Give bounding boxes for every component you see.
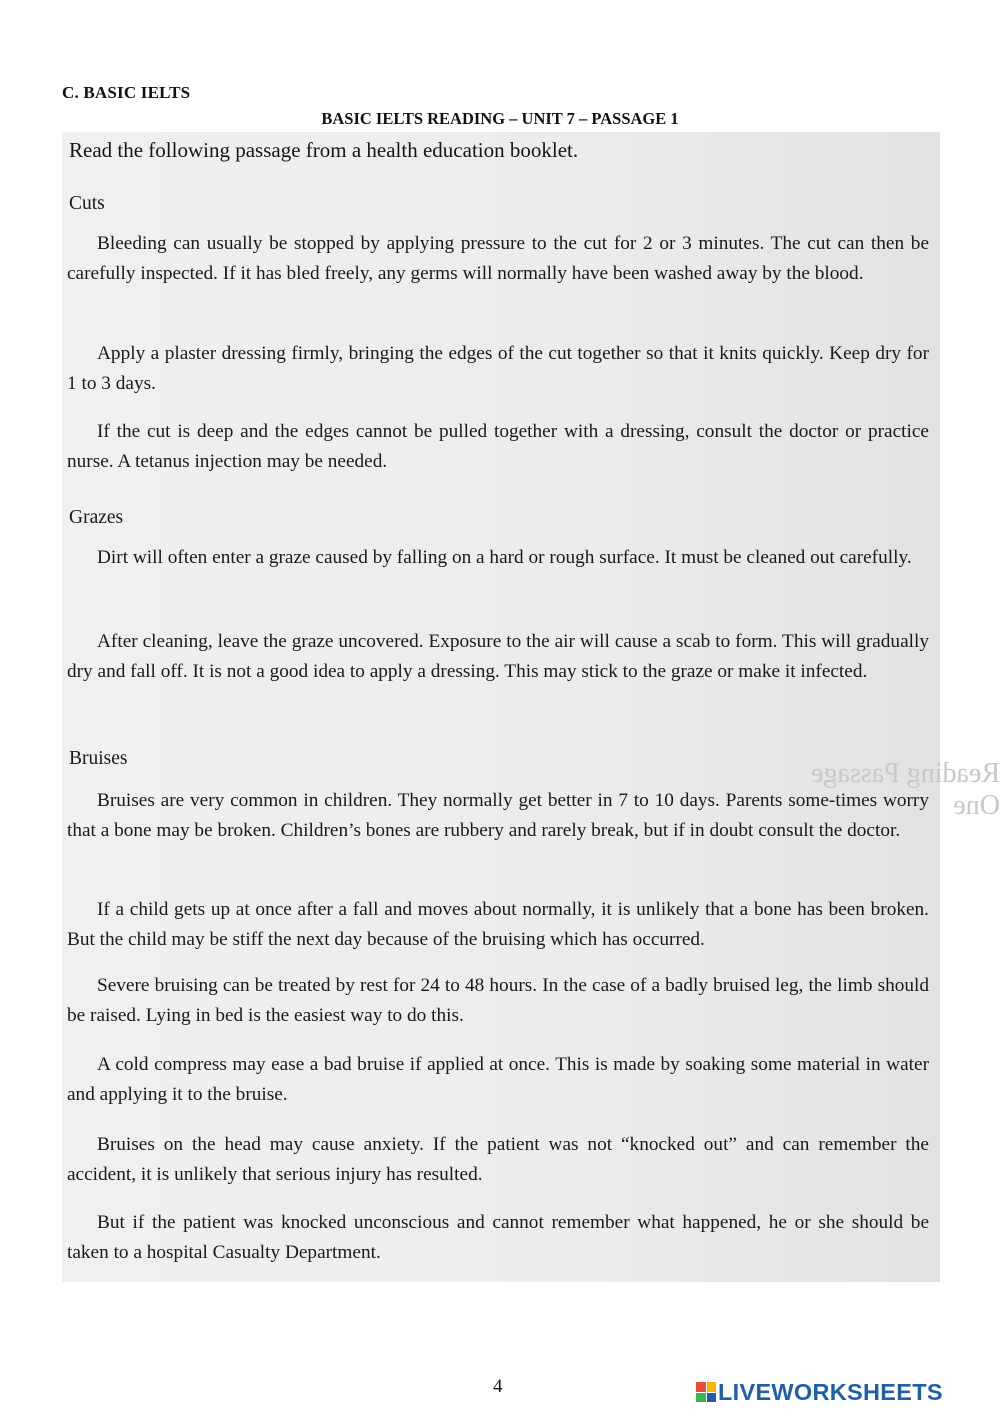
- logo-square: [696, 1393, 706, 1403]
- logo-square: [707, 1382, 717, 1392]
- bruises-paragraph-5: Bruises on the head may cause anxiety. If the patient was not “knocked out” and can remember the accident, it is unlikely that serious injury has resulted.: [67, 1134, 929, 1185]
- logo-square: [696, 1382, 706, 1392]
- grazes-paragraph-2: After cleaning, leave the graze uncovered. Exposure to the air will cause a scab to form. This will gradually dry and fall off. It is not a good idea to apply a dressing. This may stick to the graze or make it infected.: [67, 631, 929, 682]
- heading-grazes: Grazes: [69, 507, 124, 528]
- passage-intro: Read the following passage from a health education booklet.: [69, 138, 579, 162]
- page-number: 4: [493, 1376, 503, 1397]
- liveworksheets-logo-text: LIVEWORKSHEETS: [718, 1378, 943, 1405]
- bruises-paragraph-6: But if the patient was knocked unconscious and cannot remember what happened, he or she should be taken to a hospital Casualty Department.: [67, 1212, 929, 1263]
- unit-title: BASIC IELTS READING – UNIT 7 – PASSAGE 1: [321, 109, 679, 128]
- section-label: C. BASIC IELTS: [62, 83, 191, 102]
- bruises-paragraph-2: If a child gets up at once after a fall and moves about normally, it is unlikely that a bone has been broken. But the child may be stiff the next day because of the bruising which has occurred.: [67, 899, 929, 950]
- grazes-paragraph-1: Dirt will often enter a graze caused by falling on a hard or rough surface. It must be cleaned out carefully.: [97, 547, 912, 568]
- heading-bruises: Bruises: [69, 748, 128, 769]
- cuts-paragraph-3: If the cut is deep and the edges cannot be pulled together with a dressing, consult the doctor or practice nurse. A tetanus injection may be needed.: [67, 421, 929, 472]
- bruises-paragraph-3: Severe bruising can be treated by rest for 24 to 48 hours. In the case of a badly bruised leg, the limb should be raised. Lying in bed is the easiest way to do this.: [67, 975, 929, 1026]
- liveworksheets-logo[interactable]: [696, 1379, 943, 1405]
- bruises-paragraph-1: Bruises are very common in children. They normally get better in 7 to 10 days. Parents some-times worry that a bone may be broken. Children’s bones are rubbery and rarely break, but if in doubt consult the doctor.: [67, 790, 929, 841]
- heading-cuts: Cuts: [69, 193, 105, 214]
- cuts-paragraph-1: Bleeding can usually be stopped by applying pressure to the cut for 2 or 3 minutes. The cut can then be carefully inspected. If it has bled freely, any germs will normally have been washed away by the blood.: [67, 233, 929, 284]
- bruises-paragraph-4: A cold compress may ease a bad bruise if applied at once. This is made by soaking some material in water and applying it to the bruise.: [67, 1054, 929, 1105]
- bleed-through-text: Reading Passage One: [811, 758, 1000, 821]
- cuts-paragraph-2: Apply a plaster dressing firmly, bringing the edges of the cut together so that it knits quickly. Keep dry for 1 to 3 days.: [67, 343, 929, 394]
- liveworksheets-logo-icon: [696, 1382, 716, 1402]
- logo-square: [707, 1393, 717, 1403]
